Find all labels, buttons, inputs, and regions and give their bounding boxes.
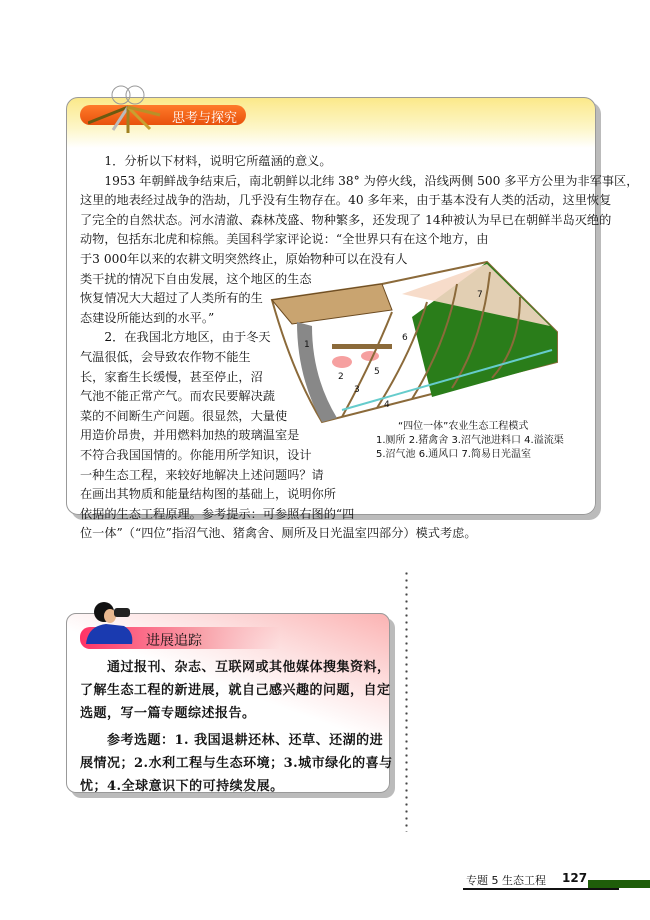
text-line: 于3 000年以来的农耕文明突然终止，原始物种可以在没有人: [80, 252, 408, 266]
page-number: 127: [562, 871, 588, 885]
figure-legend-2: 5.沼气池 6.通风口 7.简易日光温室: [376, 449, 531, 460]
text-line: 气池不能正常产气。而农民要解决蔬: [80, 389, 275, 404]
footer-chapter: 专题 5 生态工程: [466, 874, 546, 887]
text-line: 通过报刊、杂志、互联网或其他媒体搜集资料，: [80, 660, 391, 675]
label-pigsty: 2: [338, 372, 344, 382]
text-line: 类干扰的情况下自由发展，这个地区的生态: [80, 271, 312, 286]
text-line: 恢复情况大大超过了人类所有的生: [80, 291, 263, 306]
text-line: 选题，写一篇专题综述报告。: [80, 706, 256, 721]
figure-legend-1: 1.厕所 2.猪禽舍 3.沼气池进料口 4.溢流渠: [376, 435, 564, 446]
text-line: 1．分析以下材料，说明它所蕴涵的意义。: [80, 154, 332, 168]
label-toilet: 1: [304, 340, 310, 350]
label-vent: 6: [402, 333, 408, 343]
text-line: 展情况；2.水利工程与生态环境；3.城市绿化的喜与: [80, 756, 393, 771]
keys-icon: [88, 85, 168, 135]
text-line: 用造价昂贵，并用燃料加热的玻璃温室是: [80, 428, 300, 443]
text-line: 忧；4.全球意识下的可持续发展。: [80, 779, 284, 794]
label-inlet: 3: [354, 385, 360, 395]
text-line: 位一体”（“四位”指沼气池、猪禽舍、厕所及日光温室四部分）模式考虑。: [80, 526, 477, 541]
text-line: 不符合我国国情的。你能用所学知识，设计: [80, 448, 312, 462]
label-greenhouse: 7: [477, 290, 483, 300]
figure-caption: “四位一体”农业生态工程模式: [398, 421, 529, 432]
text-line: 了解生态工程的新进展，就自己感兴趣的问题，自定: [80, 683, 391, 698]
text-line: 了完全的自然状态。河水清澈、森林茂盛、物种繁多，还发现了 14种被认为早已在朝鲜半岛灭绝的: [80, 212, 612, 227]
four-in-one-diagram: [262, 222, 562, 427]
text-line: 1953 年朝鲜战争结束后，南北朝鲜以北纬 38° 为停火线，沿线两侧 500 多平方公里为非军事区，: [80, 173, 639, 188]
text-line: 菜的不间断生产问题。很显然，大量使: [80, 408, 288, 423]
footer-green-bar: [588, 880, 650, 888]
text-line: 在画出其物质和能量结构图的基础上，说明你所: [80, 487, 336, 502]
text-line: 态建设所能达到的水平。”: [80, 310, 215, 325]
text-line: 这里的地表经过战争的浩劫，几乎没有生物存在。40 多年来，由于基本没有人类的活动，这里恢复: [80, 193, 612, 208]
text-line: 参考选题：1. 我国退耕还林、还草、还湖的进: [80, 733, 384, 748]
dotted-divider: [405, 570, 408, 832]
text-line: 气温很低，会导致农作物不能生: [80, 350, 251, 364]
text-line: 动物，包括东北虎和棕熊。美国科学家评论说：“全世界只有在这个地方，由: [80, 232, 489, 247]
section-title: 进展追踪: [146, 633, 202, 649]
label-overflow: 4: [384, 400, 390, 410]
text-line: 长，家畜生长缓慢，甚至停止，沼: [80, 369, 263, 384]
text-line: 一种生态工程，来较好地解决上述问题吗？请: [80, 467, 324, 482]
label-biogas-pit: 5: [374, 367, 380, 377]
person-binoculars-icon: [84, 598, 136, 644]
text-line: 2．在我国北方地区，由于冬天: [80, 330, 271, 345]
footer-underline: [463, 888, 619, 890]
section-title: 思考与探究: [172, 111, 238, 126]
text-line: 依据的生态工程原理。参考提示：可参照右图的“四: [80, 506, 355, 521]
